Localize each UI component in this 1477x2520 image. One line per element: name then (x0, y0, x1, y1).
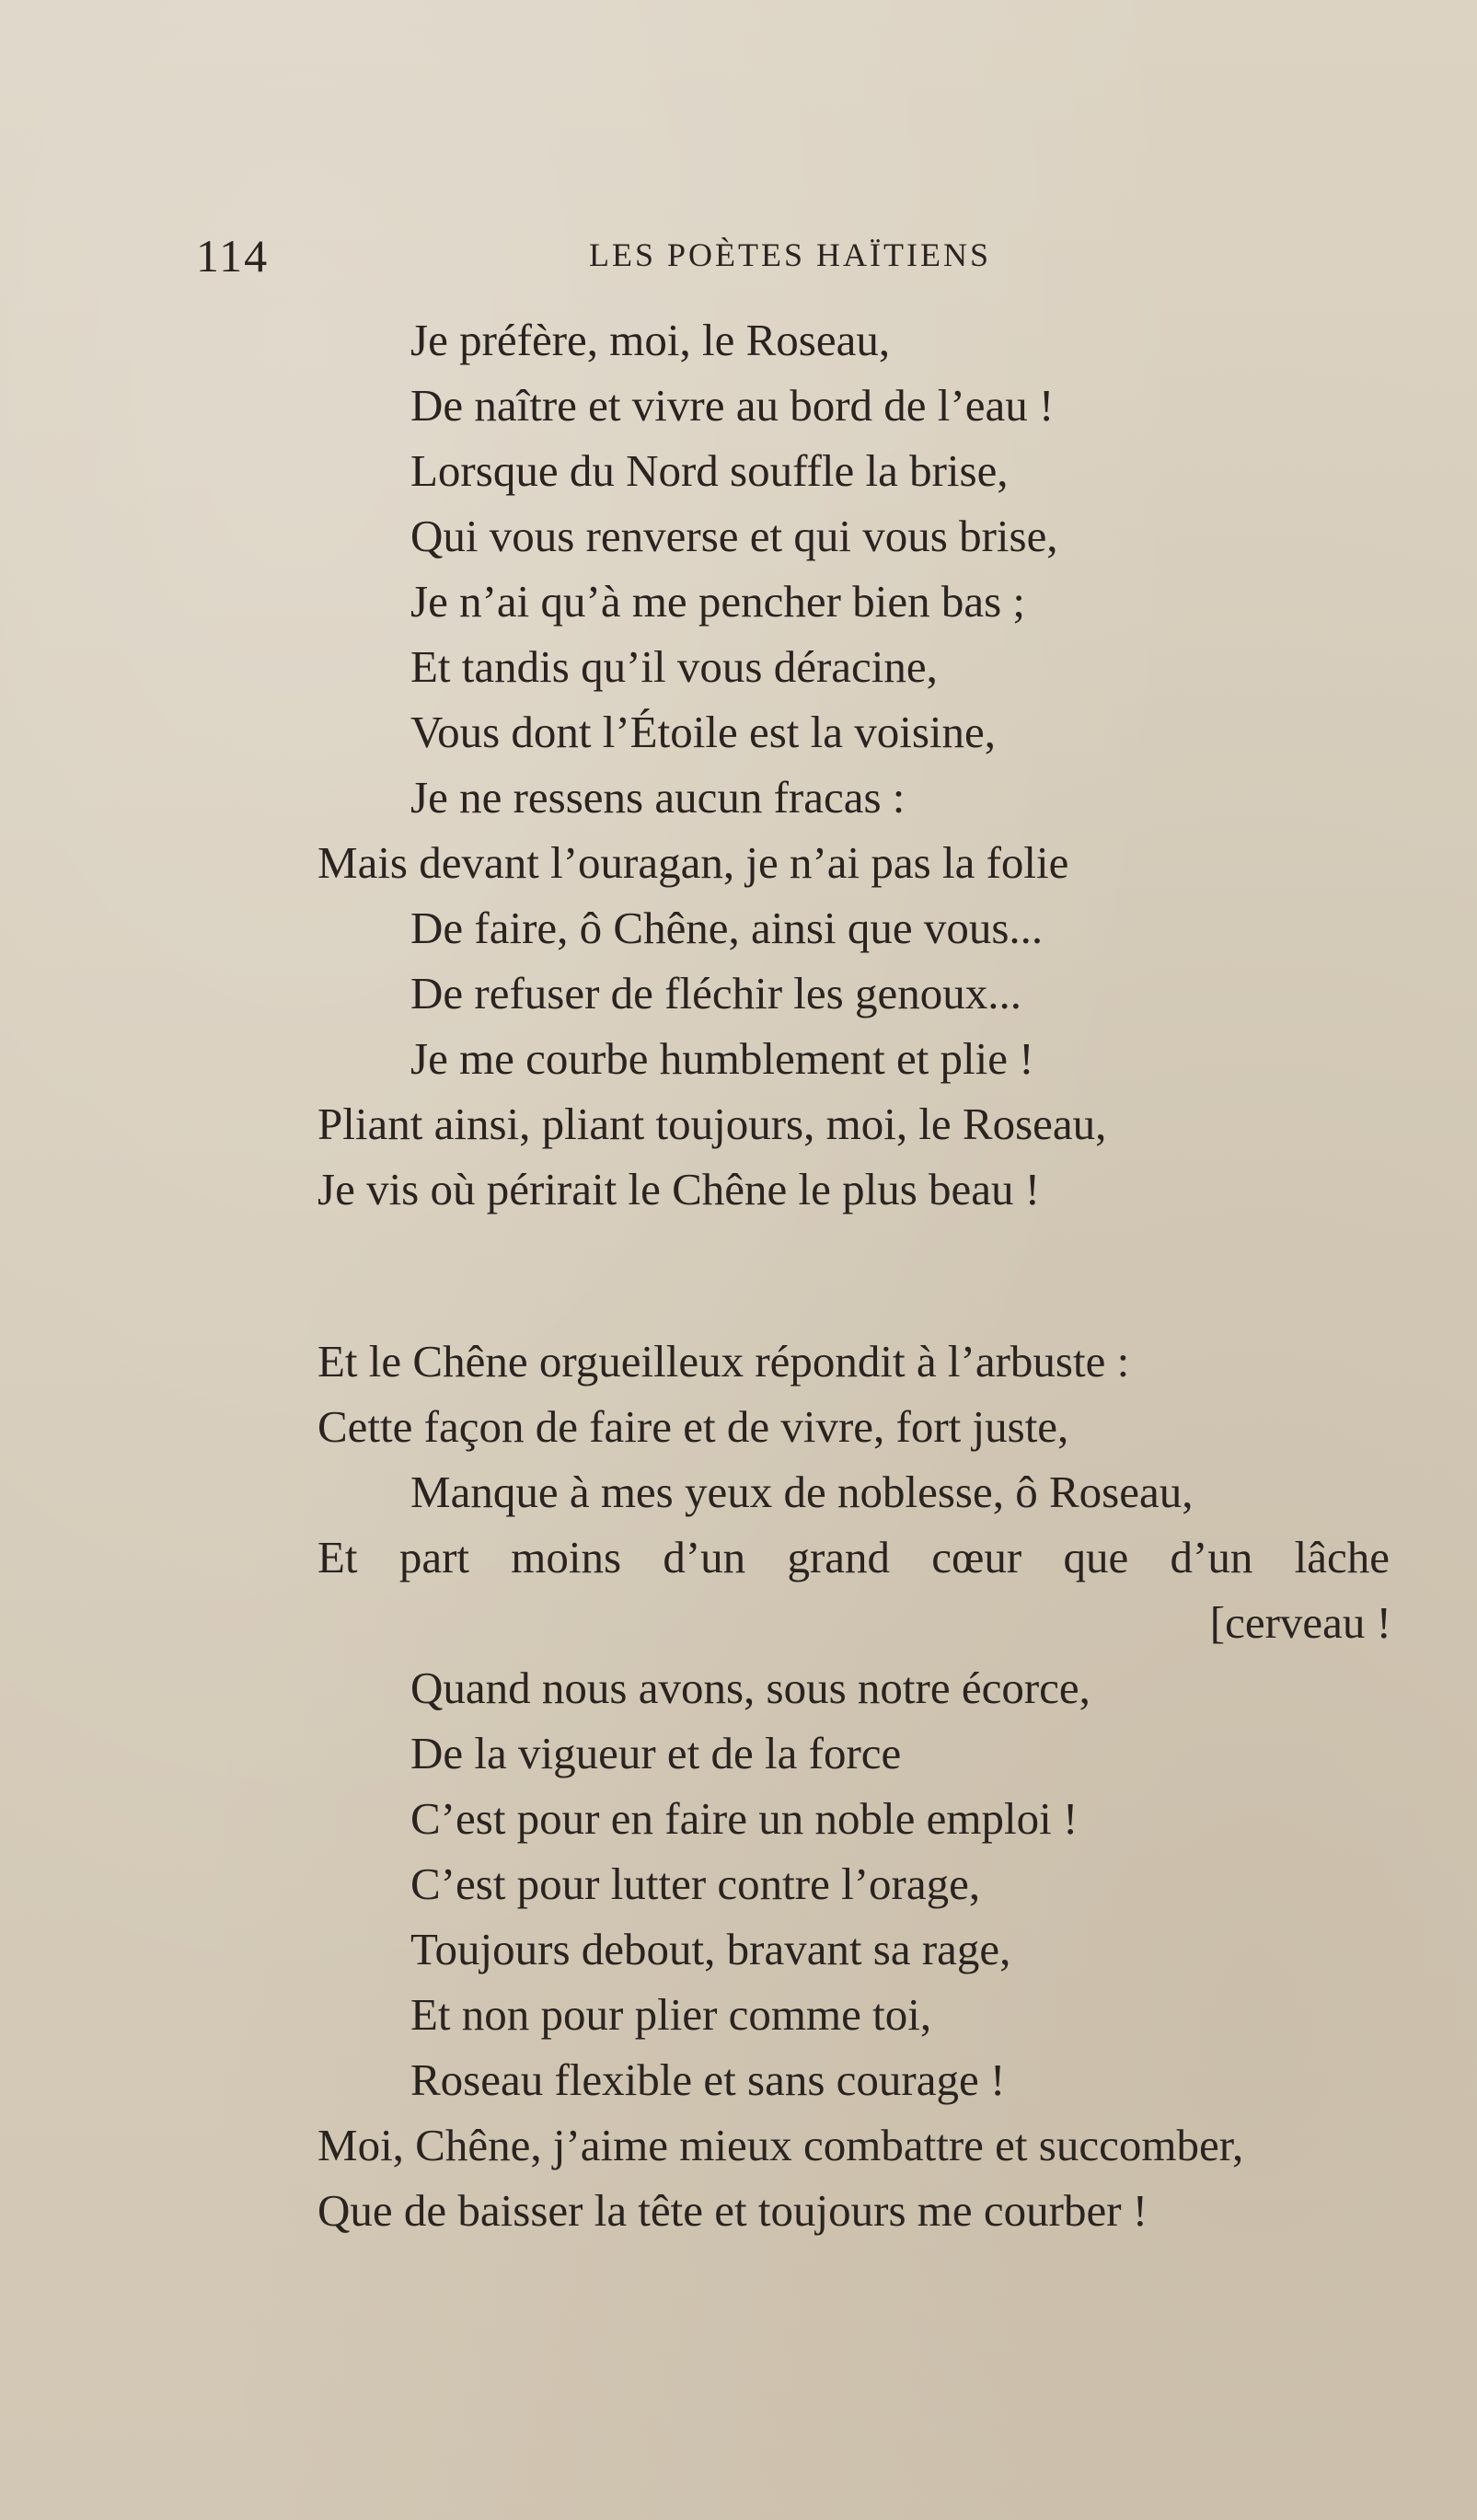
poem-line: Cette façon de faire et de vivre, fort juste, (317, 1401, 1069, 1452)
poem-line: Je préfère, moi, le Roseau, (410, 315, 891, 365)
poem-line: Toujours debout, bravant sa rage, (410, 1924, 1011, 1974)
poem-line: Et tandis qu’il vous déracine, (410, 641, 938, 692)
poem-line: Vous dont l’Étoile est la voisine, (410, 707, 997, 757)
poem-line: De la vigueur et de la force (410, 1728, 902, 1778)
poem-line: Roseau flexible et sans courage ! (410, 2054, 1006, 2105)
poem-line: De faire, ô Chêne, ainsi que vous... (410, 903, 1044, 953)
poem-line: De naître et vivre au bord de l’eau ! (410, 380, 1055, 431)
poem-line: De refuser de fléchir les genoux... (410, 968, 1021, 1018)
poem-line: Moi, Chêne, j’aime mieux combattre et succomber, (317, 2120, 1244, 2170)
poem-line: C’est pour lutter contre l’orage, (410, 1858, 981, 1909)
poem-line: Je vis où périrait le Chêne le plus beau ! (317, 1164, 1041, 1214)
poem-line-continuation: [cerveau ! (1209, 1597, 1391, 1648)
poem-line: Quand nous avons, sous notre écorce, (410, 1663, 1090, 1713)
poem-line: Manque à mes yeux de noblesse, ô Roseau, (410, 1467, 1194, 1517)
page-number: 114 (196, 230, 270, 282)
poem-line: Que de baisser la tête et toujours me courber ! (317, 2185, 1148, 2236)
poem-line: Je me courbe humblement et plie ! (410, 1033, 1034, 1084)
poem-line: Et part moins d’un grand cœur que d’un lâche (317, 1532, 1390, 1582)
running-title: LES POÈTES HAÏTIENS (589, 236, 991, 273)
poem-line: Je ne ressens aucun fracas : (410, 772, 906, 823)
poem-line: Mais devant l’ouragan, je n’ai pas la folie (317, 837, 1069, 888)
poem-line: Lorsque du Nord souffle la brise, (410, 445, 1009, 496)
poem-line: Et non pour plier comme toi, (410, 1989, 932, 2040)
poem-line: Je n’ai qu’à me pencher bien bas ; (410, 576, 1026, 627)
poem-line: Et le Chêne orgueilleux répondit à l’arbuste : (317, 1336, 1130, 1387)
poem-line: Qui vous renverse et qui vous brise, (410, 511, 1058, 561)
poem-line: Pliant ainsi, pliant toujours, moi, le Roseau, (317, 1099, 1107, 1149)
poem-line: C’est pour en faire un noble emploi ! (410, 1793, 1079, 1844)
